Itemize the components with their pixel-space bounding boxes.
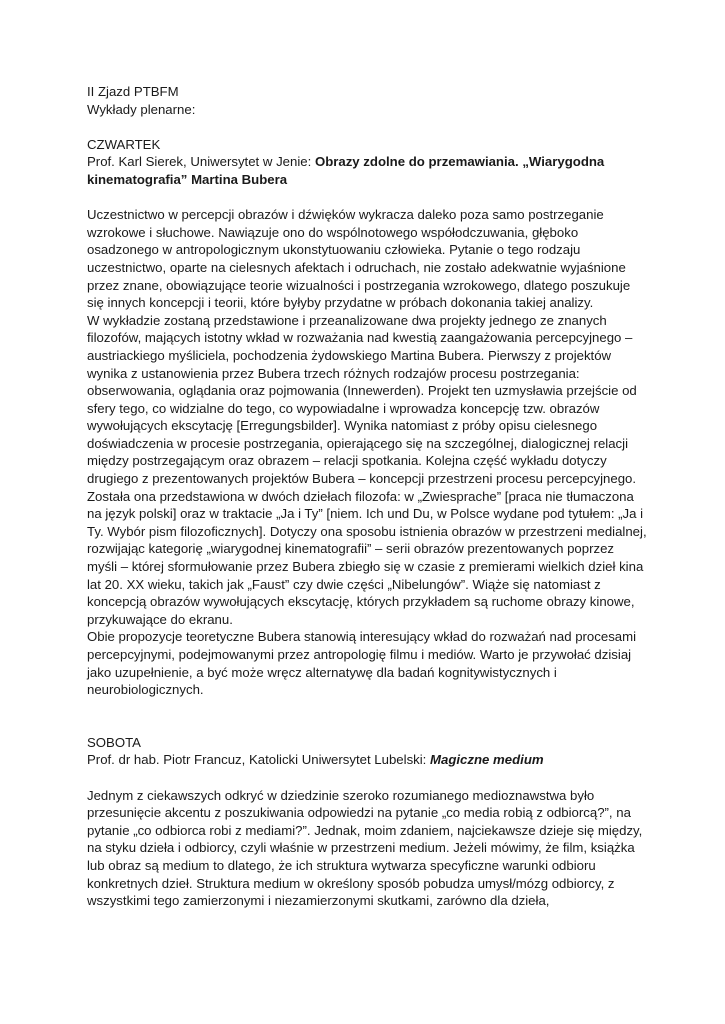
congress-title: II Zjazd PTBFM	[87, 84, 179, 99]
lectures-heading: Wykłady plenarne:	[87, 101, 196, 117]
abstract-paragraph: Uczestnictwo w percepcji obrazów i dźwięków wykracza daleko poza samo postrzeganie wzrokowe i słuchowe. Nawiązuje ono do wspólnotowego współodczuwania, głęboko osadzonego w antropologicznym ukonstytuowaniu człowieka. Pytanie o tego rodzaju uczestnictwo, oparte na cielesnych afektach i odruchach, nie zostało adekwatnie wyjaśnione przez znane, obowiązujące teorie wizualności i postrzegania wzrokowego, dlatego poszukuje się innych koncepcji i teorii, które byłyby przydatne w próbach dokonania takiej analizy.	[87, 207, 631, 311]
day-heading-thursday: CZWARTEK	[87, 136, 161, 152]
lecture-header-thursday	[87, 153, 647, 188]
abstract-paragraph: W wykładzie zostaną przedstawione i przeanalizowane dwa projekty jednego ze znanych filozofów, mających istotny wkład w rozważania nad kwestią zaangażowania percepcyjnego – austriackiego myśliciela, pochodzenia żydowskiego Martina Bubera. Pierwszy z projektów wynika z ustanowienia przez Bubera trzech różnych rodzajów procesu postrzegania: obserwowania, oglądania oraz pojmowania (Innewerden). Projekt ten uzmysławia przejście od sfery tego, co widzialne do tego, co wypowiadalne i wprowadza koncepcję tzw. obrazów wywołujących ekscytację [Erregungsbilder]. Wynika natomiast z próby opisu cielesnego doświadczenia w procesie postrzegania, opierającego się na szczególnej, dialogicznej relacji między postrzegającym oraz obrazem – relacji spotkania. Kolejna część wykładu dotyczy drugiego z prezentowanych projektów Bubera – koncepcji przestrzeni procesu percepcyjnego. Została ona przedstawiona w dwóch dziełach filozofa: w „Zwiesprache” [praca nie tłumaczona na język polski] oraz w traktacie „Ja i Ty” [niem. Ich und Du, w Polsce wydane pod tytułem: „Ja i Ty. Wybór pism filozoficznych]. Dotyczy ona sposobu istnienia obrazów w przestrzeni medialnej, rozwijając kategorię „wiarygodnej kinematografii” – serii obrazów prezentowanych poprzez myśli – której sformułowanie przez Bubera zbiegło się w czasie z premierami wielkich dzieł kina lat 20. XX wieku, takich jak „Faust” czy dwie części „Nibelungów”. Wiąże się natomiast z koncepcją obrazów wywołujących ekscytację, których przykładem są ruchome obrazy kinowe, przykuwające do ekranu.	[87, 312, 647, 627]
lecture-title: Obrazy zdolne do przemawiania. „Wiarygodna kinematografia” Martina Bubera	[87, 154, 605, 187]
abstract-paragraph: Obie propozycje teoretyczne Bubera stanowią interesujący wkład do rozważań nad procesami percepcyjnymi, podejmowanymi przez antropologię filmu i mediów. Warto je przywołać dzisiaj jako uzupełnienie, a być może wręcz alternatywę dla badań kognitywistycznych i neurobiologicznych.	[87, 629, 637, 698]
lecture-title: Magiczne medium	[430, 752, 544, 768]
abstract-paragraph: Jednym z ciekawszych odkryć w dziedzinie szeroko rozumianego medioznawstwa było przesunięcie akcentu z poszukiwania odpowiedzi na pytanie „co media robią z odbiorcą?”, na pytanie „co odbiorca robi z mediami?”. Jednak, moim zdaniem, najciekawsze dzieje się między, na styku dzieła i odbiorcy, czyli właśnie w przestrzeni medium. Jeżeli mówimy, że film, książka lub obraz są medium to dlatego, że ich struktura wytwarza specyficzne warunki odbioru konkretnych dzieł. Struktura medium w określony sposób pobudza umysł/mózg odbiorcy, z wszystkimi tego zamierzonymi i niezamierzonymi skutkami, zarówno dla dzieła,	[87, 787, 643, 909]
day-heading-saturday: SOBOTA	[87, 734, 141, 750]
document-page	[87, 83, 647, 910]
speaker-name: Prof. dr hab. Piotr Francuz, Katolicki Uniwersytet Lubelski:	[87, 752, 431, 768]
speaker-name: Prof. Karl Sierek, Uniwersytet w Jenie:	[87, 154, 315, 170]
lecture-header-saturday	[87, 751, 647, 769]
